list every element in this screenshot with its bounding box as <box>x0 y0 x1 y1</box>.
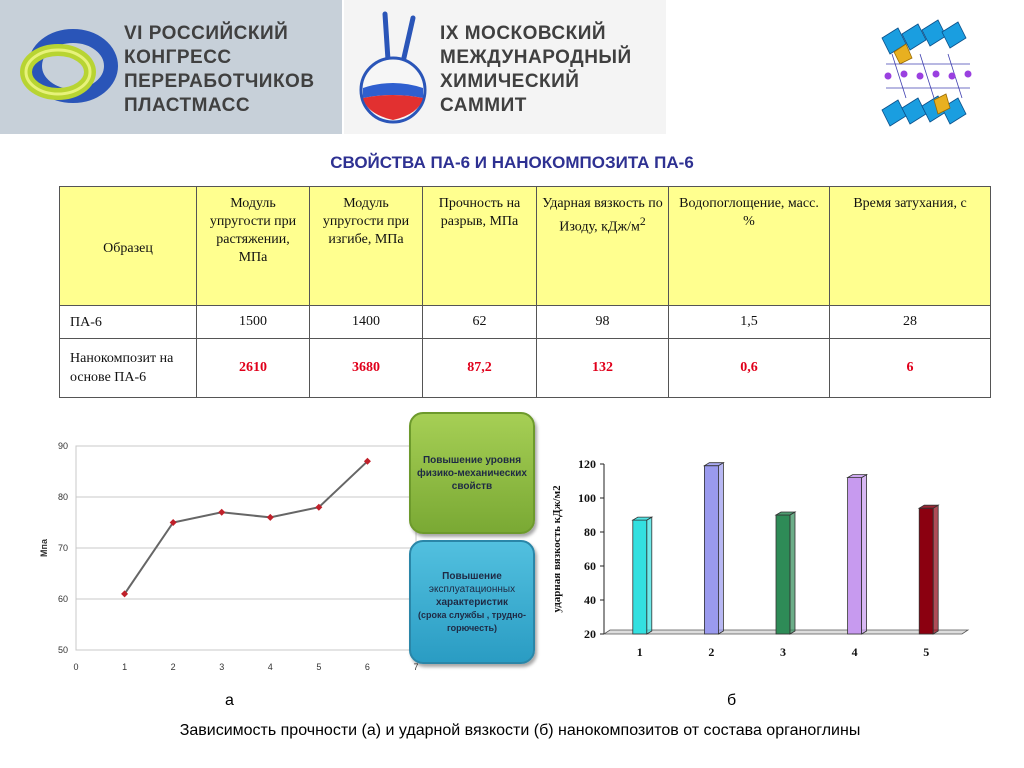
x-tick-label: 2 <box>170 662 176 672</box>
flask-logo <box>355 10 435 128</box>
bar <box>776 515 790 634</box>
cell-value-highlight: 87,2 <box>423 339 537 398</box>
impact-bar-chart <box>546 452 976 668</box>
figure-caption: Зависимость прочности (а) и ударной вязкости (б) нанокомпозитов от состава органоглины <box>179 722 861 739</box>
y-tick-label: 70 <box>57 543 68 553</box>
panel-label-b: б <box>727 692 737 709</box>
banner-2-title: Повышение <box>442 570 502 582</box>
cell-value: 98 <box>537 306 669 339</box>
y-tick-label: 60 <box>57 594 68 604</box>
banner-1-text: Повышение уровня физико-механических свойств <box>417 454 527 492</box>
congress-line-1: VI РОССИЙСКИЙ <box>124 23 289 44</box>
congress-line-3: ПЕРЕРАБОТЧИКОВ <box>124 71 315 92</box>
cell-sample: ПА-6 <box>60 306 197 339</box>
bar <box>633 520 647 634</box>
x-tick-label: 1 <box>122 662 128 672</box>
banner-mechanical-properties <box>409 412 535 534</box>
header-izod-impact <box>537 187 669 306</box>
bar-side <box>647 517 652 634</box>
y-tick-label: 60 <box>584 559 596 573</box>
x-tick-label: 3 <box>219 662 225 672</box>
cell-value-highlight: 3680 <box>310 339 423 398</box>
x-tick-label: 4 <box>851 645 858 659</box>
banner-operational-characteristics <box>409 540 535 664</box>
congress-line-2: КОНГРЕСС <box>124 47 232 68</box>
bar-side <box>862 475 867 634</box>
table-header-row <box>60 187 991 306</box>
x-tick-label: 0 <box>73 662 79 672</box>
y-axis-label: Мпа <box>39 539 49 557</box>
summit-line-2: МЕЖДУНАРОДНЫЙ <box>440 47 632 68</box>
y-tick-label: 80 <box>584 525 596 539</box>
x-tick-label: 2 <box>708 645 715 659</box>
y-axis-label: ударная вязкость кДж/м2 <box>551 485 563 613</box>
cell-value-highlight: 0,6 <box>669 339 830 398</box>
table-row <box>60 339 991 398</box>
table-row <box>60 306 991 339</box>
crystal-structure-image <box>876 14 980 136</box>
x-tick-label: 3 <box>780 645 786 659</box>
cell-value: 62 <box>423 306 537 339</box>
y-tick-label: 120 <box>578 457 596 471</box>
bar-side <box>790 512 795 634</box>
bar <box>704 466 718 634</box>
strength-line-chart <box>36 436 426 680</box>
header-sample: Образец <box>60 187 197 306</box>
table-title: СВОЙСТВА ПА-6 И НАНОКОМПОЗИТА ПА-6 <box>330 153 694 172</box>
x-tick-label: 5 <box>923 645 930 659</box>
header-izod-text: Ударная вязкость по Изоду, кДж/м <box>542 196 663 235</box>
header-decay-time: Время затухания, с <box>830 187 991 306</box>
y-tick-label: 50 <box>57 645 68 655</box>
cell-value: 1,5 <box>669 306 830 339</box>
banner-2-bold: характеристик <box>435 596 509 608</box>
x-tick-label: 6 <box>364 662 370 672</box>
bar-side <box>718 463 723 634</box>
header-tensile-strength: Прочность на разрыв, МПа <box>423 187 537 306</box>
bar-side <box>933 505 938 634</box>
y-tick-label: 90 <box>57 441 68 451</box>
y-tick-label: 100 <box>578 491 596 505</box>
header-flexural-modulus: Модуль упругости при изгибе, МПа <box>310 187 423 306</box>
summit-line-4: САММИТ <box>440 95 527 116</box>
x-tick-label: 4 <box>267 662 273 672</box>
header-water-absorption: Водопоглощение, масс. % <box>669 187 830 306</box>
cell-value: 28 <box>830 306 991 339</box>
banner-2-line: эксплуатационных <box>428 583 516 595</box>
cell-value-highlight: 6 <box>830 339 991 398</box>
cell-value: 1500 <box>197 306 310 339</box>
banner-2-small: (срока службы , трудно-горючесть) <box>417 609 527 633</box>
summit-line-1: IX МОСКОВСКИЙ <box>440 23 607 44</box>
congress-line-4: ПЛАСТМАСС <box>124 95 251 116</box>
y-tick-label: 80 <box>57 492 68 502</box>
header-tensile-modulus: Модуль упругости при растяжении, МПа <box>197 187 310 306</box>
congress-title <box>124 22 315 118</box>
x-tick-label: 5 <box>316 662 322 672</box>
bar <box>919 508 933 634</box>
y-tick-label: 40 <box>584 593 596 607</box>
y-tick-label: 20 <box>584 627 596 641</box>
summit-title <box>440 22 632 118</box>
cell-sample: Нанокомпозит на основе ПА-6 <box>60 339 197 398</box>
summit-line-3: ХИМИЧЕСКИЙ <box>440 71 580 92</box>
congress-ring-logo <box>18 16 118 116</box>
x-tick-label: 7 <box>413 662 419 672</box>
cell-value-highlight: 132 <box>537 339 669 398</box>
x-tick-label: 1 <box>636 645 643 659</box>
header-izod-superscript: 2 <box>639 215 646 228</box>
properties-table <box>59 186 991 398</box>
panel-label-a: а <box>225 692 234 709</box>
cell-value-highlight: 2610 <box>197 339 310 398</box>
bar <box>848 478 862 634</box>
cell-value: 1400 <box>310 306 423 339</box>
